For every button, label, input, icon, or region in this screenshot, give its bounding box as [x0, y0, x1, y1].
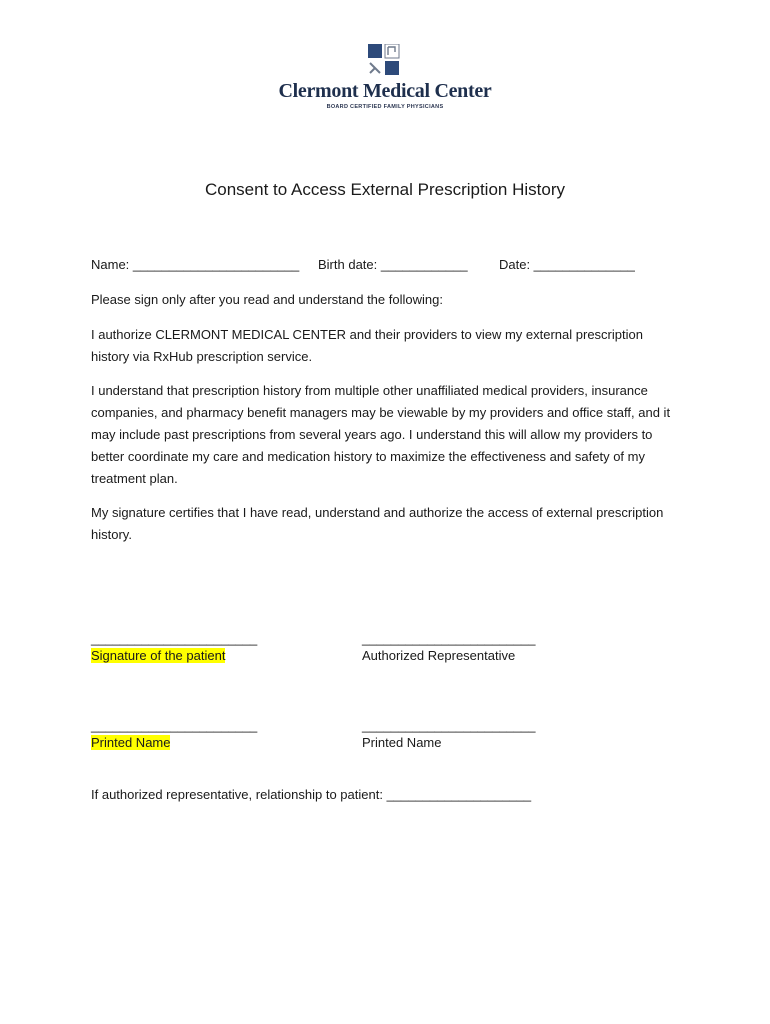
patient-printed-name-label — [91, 735, 170, 750]
name-field: Name: _______________________ — [91, 257, 300, 272]
representative-printed-name-line: ________________________ — [362, 718, 536, 733]
relationship-field: If authorized representative, relationship to patient: ____________________ — [91, 787, 532, 802]
patient-printed-name-label-text: Printed Name — [91, 735, 171, 750]
representative-printed-name-label: Printed Name — [362, 735, 442, 750]
logo-name: Clermont Medical Center — [278, 80, 492, 102]
certification-paragraph: My signature certifies that I have read, understand and authorize the access of external prescription history. — [91, 505, 664, 542]
authorized-representative-label: Authorized Representative — [362, 648, 516, 663]
patient-signature-label-text: Signature of the patient — [91, 648, 226, 663]
date-field: Date: ______________ — [499, 257, 635, 272]
birth-date-field: Birth date: ____________ — [318, 257, 468, 272]
representative-signature-line: ________________________ — [362, 631, 536, 646]
clermont-logo — [250, 44, 520, 116]
patient-signature-line: _______________________ — [91, 631, 258, 646]
intro-text: Please sign only after you read and understand the following: — [91, 292, 443, 307]
logo-mark-icon — [368, 44, 400, 76]
logo-tagline: BOARD CERTIFIED FAMILY PHYSICIANS — [326, 104, 444, 110]
document-title: Consent to Access External Prescription History — [205, 180, 565, 199]
authorization-paragraph: I authorize CLERMONT MEDICAL CENTER and their providers to view my external prescription history via RxHub prescription service. — [91, 327, 643, 364]
patient-signature-label — [91, 648, 225, 663]
patient-printed-name-line: _______________________ — [91, 718, 258, 733]
understanding-paragraph: I understand that prescription history from multiple other unaffiliated medical providers, insurance companies, and pharmacy benefit managers may be viewable by my providers and office staff, and it may include past prescriptions from several years ago. I understand this will allow my providers to better coordinate my care and medication history to maximize the effectiveness and safety of my treatment plan. — [91, 383, 671, 486]
